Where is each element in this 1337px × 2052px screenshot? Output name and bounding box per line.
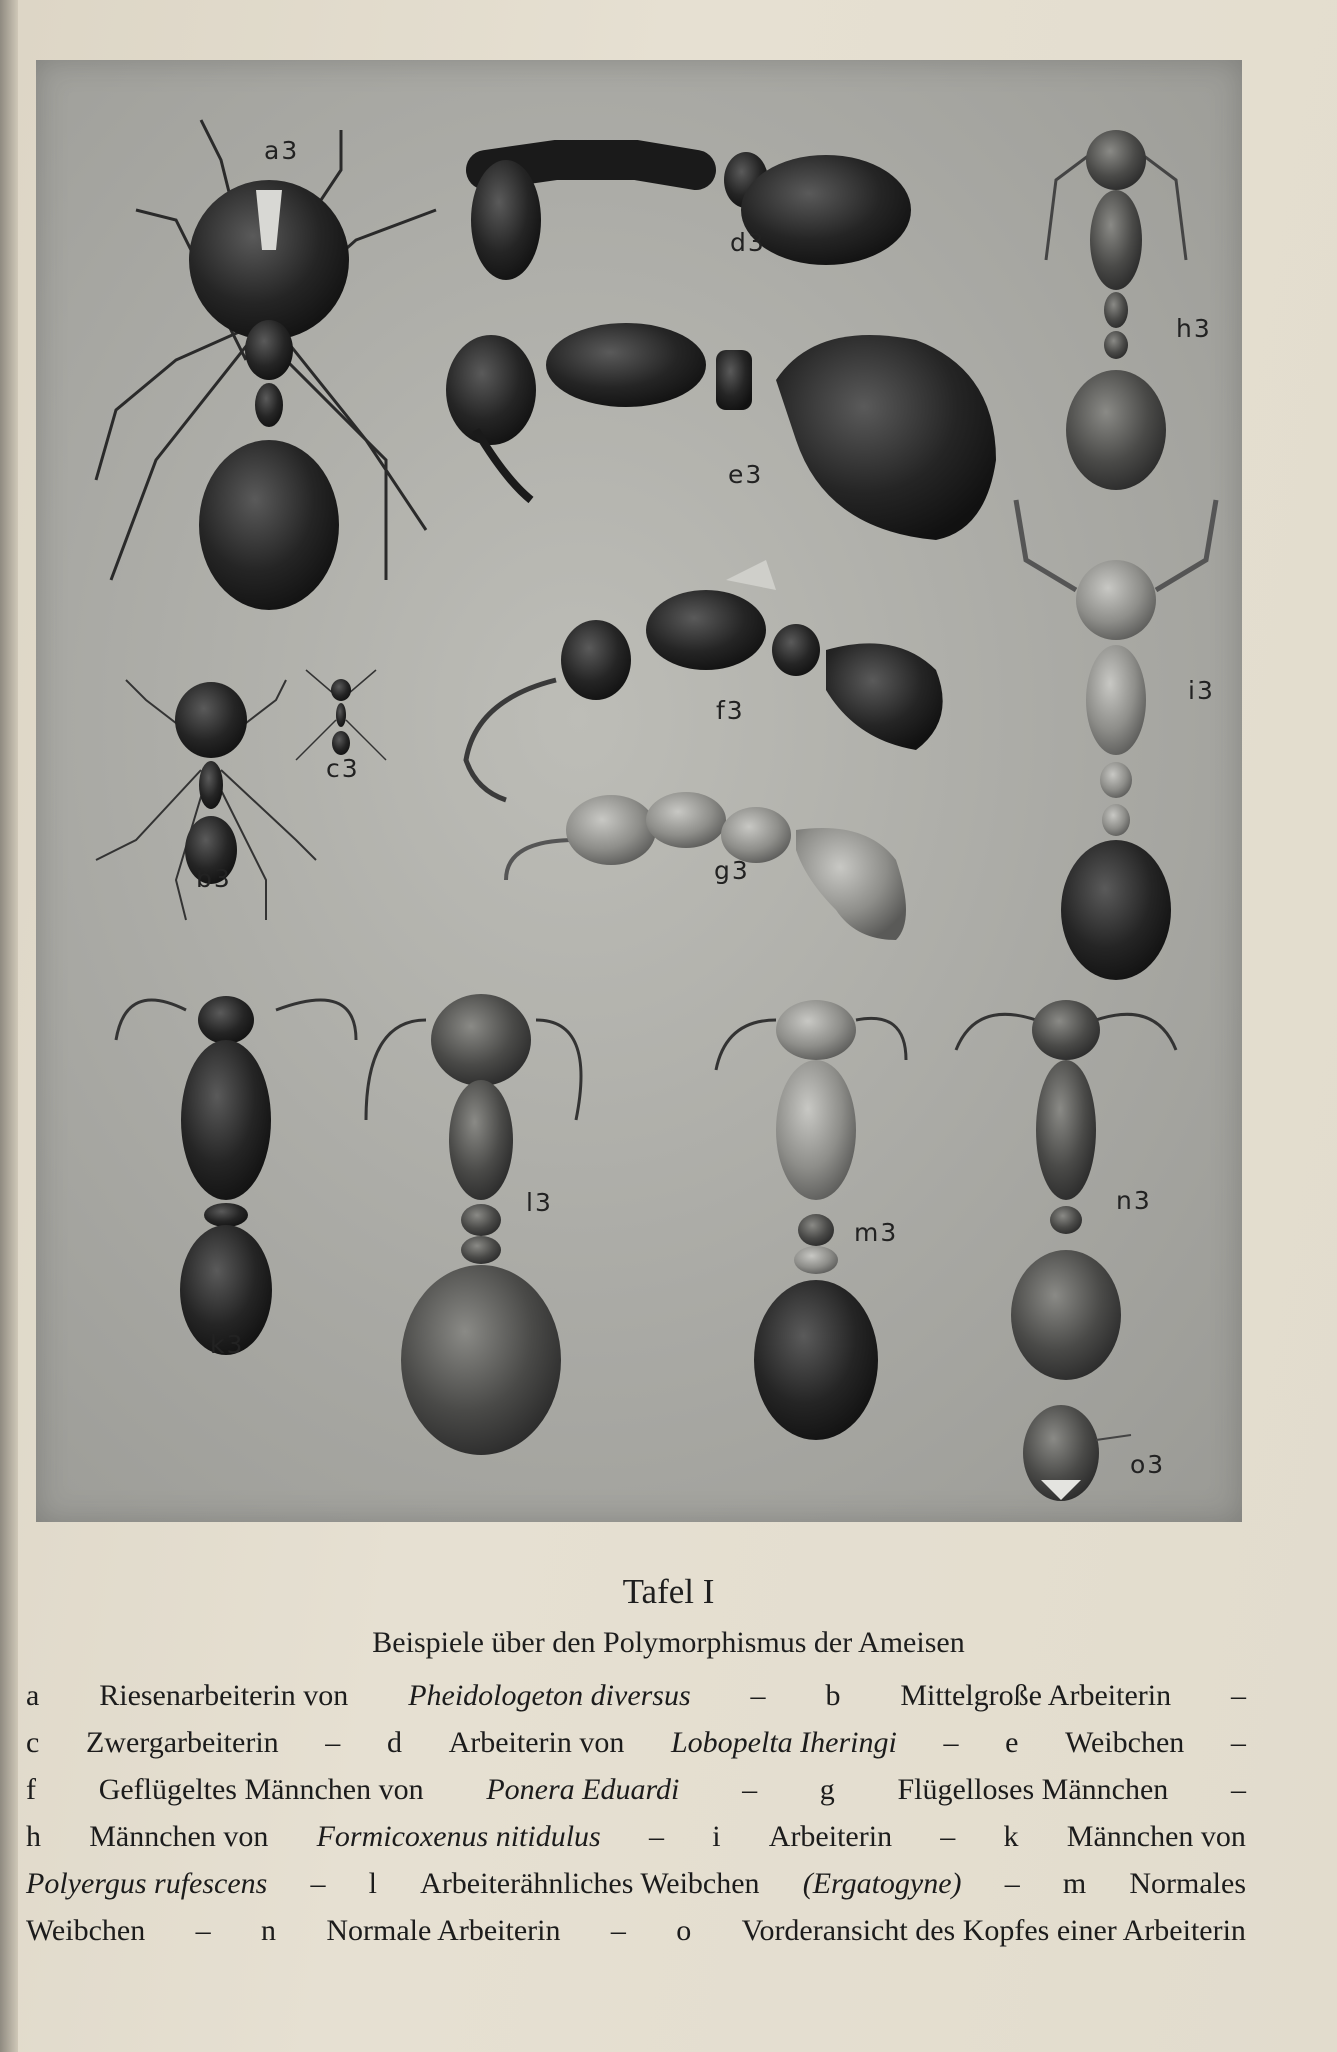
legend-text: Zwergarbeiterin — [85, 1726, 279, 1759]
legend-dash: – — [1230, 1679, 1246, 1712]
ant-i — [1016, 500, 1216, 980]
ant-e — [446, 323, 996, 540]
legend-dash: – — [750, 1679, 766, 1712]
ant-c-head — [331, 679, 351, 701]
plate-title: Tafel I — [622, 1572, 715, 1611]
legend-line — [26, 1860, 1246, 1907]
legend-key: f — [26, 1773, 36, 1806]
legend-line — [26, 1907, 1246, 1954]
legend-key: m — [1062, 1867, 1087, 1900]
label-c: c3 — [326, 754, 360, 783]
label-l: l3 — [526, 1188, 553, 1217]
ant-l — [366, 994, 581, 1455]
label-m: m3 — [854, 1218, 899, 1247]
legend-dash: – — [610, 1914, 626, 1947]
legend-key: o — [676, 1914, 692, 1947]
ant-c-gaster — [332, 731, 350, 755]
legend-line — [26, 1766, 1246, 1813]
illustration-plate — [36, 60, 1242, 1522]
label-g: g3 — [714, 856, 750, 885]
legend-dash: – — [195, 1914, 211, 1947]
label-h: h3 — [1176, 314, 1212, 343]
legend-text: Vorderansicht des Kopfes einer Arbeiterin — [741, 1914, 1246, 1947]
legend-dash: – — [1004, 1867, 1020, 1900]
ant-f — [466, 560, 943, 800]
plate-legend — [26, 1672, 1246, 1954]
ant-d — [471, 152, 911, 280]
plate-subtitle: Beispiele über den Polymorphismus der Ameisen — [372, 1626, 965, 1659]
legend-dash: – — [943, 1726, 959, 1759]
legend-key: a — [26, 1679, 40, 1712]
legend-key: e — [1005, 1726, 1019, 1759]
legend-text: Männchen von — [89, 1820, 269, 1853]
ant-b-head — [175, 682, 247, 758]
label-a: a3 — [264, 136, 300, 165]
label-o: o3 — [1130, 1450, 1166, 1479]
legend-text: Geflügeltes Männchen von — [98, 1773, 424, 1806]
legend-dash: – — [1230, 1726, 1246, 1759]
legend-text: Normales — [1129, 1867, 1246, 1900]
legend-text: Männchen von — [1066, 1820, 1246, 1853]
legend-text: Mittelgroße Arbeiterin — [900, 1679, 1172, 1712]
legend-dash: – — [325, 1726, 341, 1759]
legend-line — [26, 1719, 1246, 1766]
legend-species: Formicoxenus nitidulus — [316, 1820, 601, 1853]
book-gutter — [0, 0, 18, 2052]
ant-g — [506, 792, 906, 940]
legend-dash: – — [648, 1820, 664, 1853]
legend-key: b — [825, 1679, 841, 1712]
legend-text: Arbeiterin von — [448, 1726, 625, 1759]
legend-key: c — [26, 1726, 40, 1759]
legend-text: Weibchen — [1065, 1726, 1185, 1759]
legend-key: h — [26, 1820, 41, 1853]
legend-key: g — [819, 1773, 835, 1806]
label-e: e3 — [728, 460, 764, 489]
label-n: n3 — [1116, 1186, 1152, 1215]
label-i: i3 — [1188, 676, 1215, 705]
legend-dash: – — [310, 1867, 326, 1900]
legend-species: Lobopelta Iheringi — [671, 1726, 897, 1759]
label-f: f3 — [716, 696, 745, 725]
legend-text: Arbeiterin — [768, 1820, 893, 1853]
legend-key: d — [386, 1726, 402, 1759]
legend-dash: – — [940, 1820, 956, 1853]
legend-key: l — [368, 1867, 377, 1900]
legend-line — [26, 1672, 1246, 1719]
legend-text: Normale Arbeiterin — [326, 1914, 561, 1947]
label-k: k3 — [210, 1330, 245, 1359]
ant-k — [116, 996, 356, 1355]
legend-key: i — [712, 1820, 721, 1853]
ant-c-thorax — [336, 703, 346, 727]
legend-text: Riesenarbeiterin von — [99, 1679, 349, 1712]
ant-illustrations — [36, 60, 1242, 1522]
legend-term: (Ergatogyne) — [802, 1867, 962, 1900]
legend-dash: – — [742, 1773, 758, 1806]
legend-species: Polyergus rufescens — [26, 1867, 268, 1900]
ant-a-thorax — [245, 320, 293, 380]
ant-b-thorax — [199, 761, 223, 809]
ant-h — [1046, 130, 1186, 490]
ant-a-petiole — [255, 383, 283, 427]
legend-key: k — [1003, 1820, 1019, 1853]
ant-o — [1023, 1405, 1131, 1501]
ant-a-gaster — [199, 440, 339, 610]
legend-species: Pheidologeton diversus — [408, 1679, 691, 1712]
label-d: d3 — [730, 228, 766, 257]
legend-key: n — [260, 1914, 276, 1947]
legend-species: Ponera Eduardi — [486, 1773, 680, 1806]
label-b: b3 — [196, 864, 232, 893]
legend-text: Weibchen — [26, 1914, 146, 1947]
legend-text: Flügelloses Männchen — [897, 1773, 1169, 1806]
legend-line — [26, 1813, 1246, 1860]
legend-text: Arbeiterähnliches Weibchen — [420, 1867, 760, 1900]
legend-dash: – — [1230, 1773, 1246, 1806]
